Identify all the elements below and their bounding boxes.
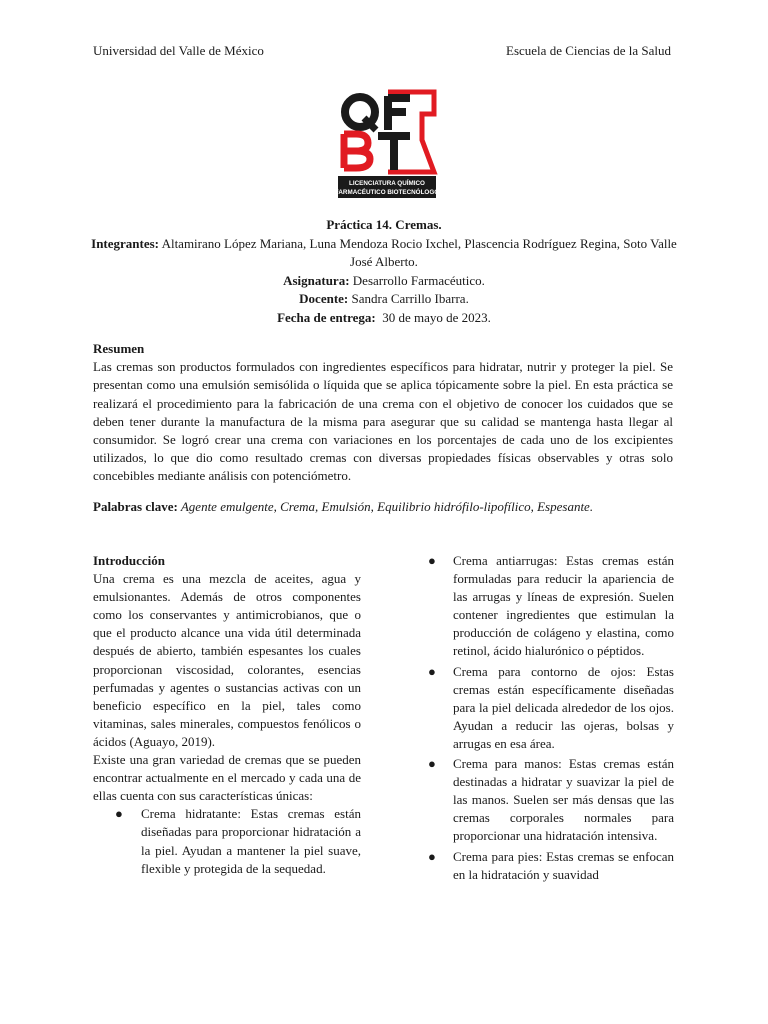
abstract-section — [93, 340, 673, 486]
qfbt-logo — [336, 88, 438, 200]
subject-label: Asignatura: — [283, 272, 350, 288]
teacher-label: Docente: — [299, 291, 349, 306]
members-line — [85, 235, 683, 272]
practice-title: Práctica 14. Cremas. — [326, 217, 442, 232]
keywords-label: Palabras clave: — [93, 499, 178, 514]
title-block — [85, 216, 683, 327]
cream-types-list-right — [428, 552, 674, 884]
list-item — [93, 805, 361, 877]
list-item-text: Crema hidratante: Estas cremas están diseñadas para proporcionar hidratación a la piel. Ayudan a mantener la piel suave, flexible y protegida de la sequedad. — [141, 806, 361, 876]
bullet-icon: ● — [115, 806, 123, 822]
members-value: Altamirano López Mariana, Luna Mendoza Rocio Ixchel, Plascencia Rodríguez Regina, Soto Valle José Alberto. — [159, 235, 677, 269]
list-item — [428, 848, 674, 884]
abstract-heading: Resumen — [93, 341, 145, 356]
cream-types-list-left — [93, 805, 361, 877]
abstract-text: Las cremas son productos formulados con ingredientes específicos para hidratar, nutrir y proteger la piel. Se presentan como una emulsión semisólida o líquida que se aplica tópicamente sobre la piel. En esta práctica se realizará el procedimiento para la fabricación de una crema con el objetivo de conocer los cuidados que se deben tener durante la manufactura de la misma para asegurar que su calidad se mantenga hasta llegar al consumidor. Se logró crear una crema con variaciones en los porcentajes de cada uno de los excipientes utilizados, lo que dio como resultado cremas con diversas propiedades físicas observables y otras solo concebibles mediante análisis con potenciómetro. — [93, 359, 673, 484]
list-item-text: Crema antiarrugas: Estas cremas están formuladas para reducir la apariencia de las arrugas y líneas de expresión. Suelen contener ingredientes que estimulan la producción de colágeno y elastina, como retinol, ácido hialurónico o péptidos. — [453, 553, 674, 659]
bullet-icon: ● — [428, 756, 436, 772]
bullet-icon: ● — [428, 663, 436, 679]
introduction-left-column — [93, 552, 361, 880]
list-item — [428, 663, 674, 753]
introduction-heading: Introducción — [93, 553, 165, 568]
keywords-section — [93, 498, 683, 516]
introduction-right-column — [428, 552, 674, 886]
due-date-label: Fecha de entrega: — [277, 309, 376, 325]
bullet-icon: ● — [428, 553, 436, 568]
list-item-text: Crema para pies: Estas cremas se enfocan en la hidratación y suavidad — [453, 848, 674, 882]
teacher-line — [85, 290, 683, 309]
bullet-icon: ● — [428, 848, 436, 864]
introduction-paragraph-1: Una crema es una mezcla de aceites, agua y emulsionantes. Además de otros componentes como los conservantes y antimicrobianos, que o que el producto alcance una vida útil determinada después de abierto, también espesantes los cuales proporcionan viscosidad, colorantes, esencias perfumadas y agentes o sustancias activas con un beneficio específico en la piel, tales como vitaminas, sales minerales, compuestos fenólicos o ácidos (Aguayo, 2019). — [93, 571, 361, 749]
header-school: Escuela de Ciencias de la Salud — [506, 43, 671, 58]
due-date-value: 30 de mayo de 2023. — [375, 309, 491, 325]
members-label: Integrantes: — [91, 235, 160, 251]
logo-line1: LICENCIATURA QUÍMICO — [349, 180, 425, 187]
logo-line2: FARMACÉUTICO BIOTECNÓLOGO — [336, 189, 438, 196]
subject-line — [85, 272, 683, 291]
qfbt-logo-graphic — [336, 88, 438, 200]
introduction-paragraph-2: Existe una gran variedad de cremas que se pueden encontrar actualmente en el mercado y cada una de ellas cuenta con sus características únicas: — [93, 752, 361, 804]
header-university: Universidad del Valle de México — [93, 43, 264, 58]
list-item-text: Crema para contorno de ojos: Estas cremas están específicamente diseñadas para la piel delicada alrededor de los ojos. Ayudan a reducir las ojeras, bolsas y arrugas en esa área. — [453, 663, 674, 751]
subject-value: Desarrollo Farmacéutico. — [349, 272, 485, 288]
list-item — [428, 755, 674, 845]
list-item — [428, 552, 674, 661]
due-date-line — [85, 309, 683, 328]
list-item-text: Crema para manos: Estas cremas están destinadas a hidratar y suavizar la piel de las manos. Suelen ser más densas que las cremas corporales normales para proporcionar una hidratación intensiva. — [453, 756, 674, 844]
keywords-value: Agente emulgente, Crema, Emulsión, Equilibrio hidrófilo-lipofílico, Espesante. — [177, 499, 594, 514]
teacher-value: Sandra Carrillo Ibarra. — [348, 291, 469, 306]
